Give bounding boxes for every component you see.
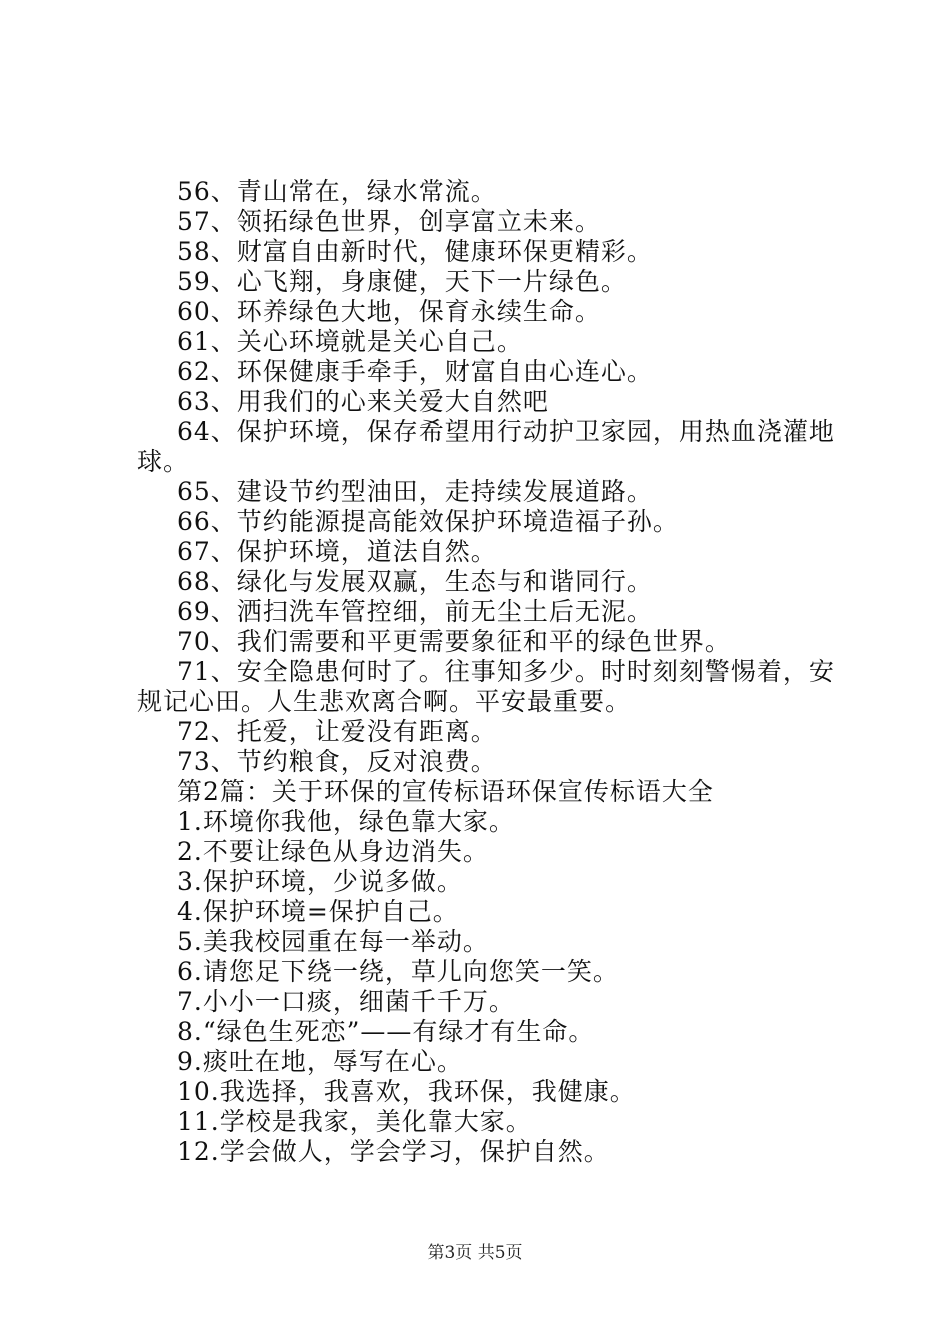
slogan-line: 65、建设节约型油田，走持续发展道路。 [177, 477, 653, 506]
slogan-line: 60、环养绿色大地，保育永续生命。 [177, 297, 601, 326]
slogan-line: 69、洒扫洗车管控细，前无尘土后无泥。 [177, 597, 653, 626]
slogan-line: 73、节约粮食，反对浪费。 [177, 747, 497, 776]
slogan-line: 57、领拓绿色世界，创享富立未来。 [177, 207, 601, 236]
slogan-line: 1.环境你我他，绿色靠大家。 [177, 807, 515, 836]
slogan-line: 58、财富自由新时代，健康环保更精彩。 [177, 237, 653, 266]
slogan-line: 2.不要让绿色从身边消失。 [177, 837, 489, 866]
slogan-line: 59、心飞翔，身康健，天下一片绿色。 [177, 267, 627, 296]
slogan-line: 62、环保健康手牵手，财富自由心连心。 [177, 357, 653, 386]
slogan-line: 9.痰吐在地，辱写在心。 [177, 1047, 463, 1076]
slogan-line: 12.学会做人，学会学习，保护自然。 [177, 1137, 610, 1166]
slogan-line: 68、绿化与发展双赢，生态与和谐同行。 [177, 567, 653, 596]
slogan-line: 7.小小一口痰，细菌千千万。 [177, 987, 515, 1016]
slogan-line: 6.请您足下绕一绕，草儿向您笑一笑。 [177, 957, 619, 986]
section-heading: 第2篇：关于环保的宣传标语环保宣传标语大全 [177, 777, 714, 806]
slogan-line: 10.我选择，我喜欢，我环保，我健康。 [177, 1077, 636, 1106]
slogan-line: 66、节约能源提高能效保护环境造福子孙。 [177, 507, 679, 536]
slogan-line: 4.保护环境=保护自己。 [177, 897, 459, 926]
slogan-paragraph: 64、保护环境，保存希望用行动护卫家园，用热血浇灌地球。 [137, 417, 835, 476]
slogan-line: 70、我们需要和平更需要象征和平的绿色世界。 [177, 627, 731, 656]
document-body [137, 177, 837, 1167]
slogan-paragraph: 71、安全隐患何时了。往事知多少。时时刻刻警惕着，安规记心田。人生悲欢离合啊。平安最重要。 [137, 657, 835, 716]
slogan-line: 72、托爱，让爱没有距离。 [177, 717, 497, 746]
slogan-line: 56、青山常在，绿水常流。 [177, 177, 497, 206]
slogan-line: 5.美我校园重在每一举动。 [177, 927, 489, 956]
slogan-line: 61、关心环境就是关心自己。 [177, 327, 523, 356]
slogan-line: 63、用我们的心来关爱大自然吧 [177, 387, 549, 416]
slogan-line: 11.学校是我家，美化靠大家。 [177, 1107, 532, 1136]
slogan-line: 67、保护环境，道法自然。 [177, 537, 497, 566]
slogan-line: 3.保护环境，少说多做。 [177, 867, 463, 896]
page-number-footer: 第3页 共5页 [427, 1243, 523, 1263]
slogan-line: 8.“绿色生死恋”——有绿才有生命。 [177, 1017, 595, 1046]
